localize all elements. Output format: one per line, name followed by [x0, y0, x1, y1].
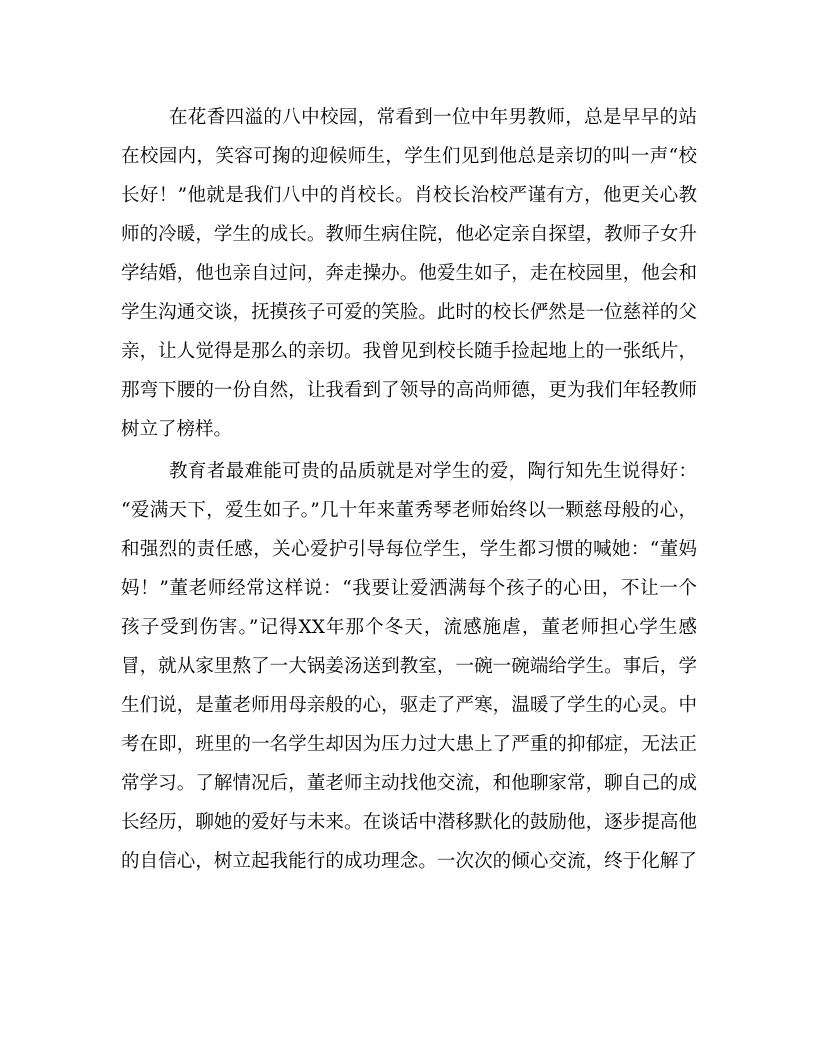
- text-line: 亲，让人觉得是那么的亲切。我曾见到校长随手捡起地上的一张纸片，: [121, 341, 697, 362]
- text-line: 长好！”他就是我们八中的肖校长。肖校长治校严谨有方，他更关心教: [121, 185, 697, 206]
- text-line: 在花香四溢的八中校园，常看到一位中年男教师，总是早早的站: [169, 107, 697, 128]
- text-line: 学生沟通交谈，抚摸孩子可爱的笑脸。此时的校长俨然是一位慈祥的父: [121, 302, 697, 323]
- paragraph-principal: [121, 98, 697, 449]
- text-line: 孩子受到伤害。”记得XX年那个冬天，流感施虐，董老师担心学生感: [121, 617, 697, 638]
- text-line: 常学习。了解情况后，董老师主动找他交流，和他聊家常，聊自己的成: [121, 773, 697, 794]
- text-line: 那弯下腰的一份自然，让我看到了领导的高尚师德，更为我们年轻教师: [121, 380, 697, 401]
- text-line: 学结婚，他也亲自过问，奔走操办。他爱生如子，走在校园里，他会和: [121, 263, 697, 284]
- text-line: 和强烈的责任感，关心爱护引导每位学生，学生都习惯的喊她：“董妈: [121, 539, 697, 560]
- paragraph-teacher-dong: [121, 452, 697, 881]
- text-line: 冒，就从家里熬了一大锅姜汤送到教室，一碗一碗端给学生。事后，学: [121, 656, 697, 677]
- text-line: 考在即，班里的一名学生却因为压力过大患上了严重的抑郁症，无法正: [121, 734, 697, 755]
- text-line: 妈！”董老师经常这样说：“我要让爱洒满每个孩子的心田，不让一个: [121, 578, 697, 599]
- text-line: 长经历，聊她的爱好与未来。在谈话中潜移默化的鼓励他，逐步提高他: [121, 812, 697, 833]
- text-line: 的自信心，树立起我能行的成功理念。一次次的倾心交流，终于化解了: [121, 851, 697, 872]
- text-line: 树立了榜样。: [121, 419, 233, 440]
- text-line: “爱满天下，爱生如子。”几十年来董秀琴老师始终以一颗慈母般的心，: [121, 500, 697, 521]
- text-line: 在校园内，笑容可掬的迎候师生，学生们见到他总是亲切的叫一声“校: [121, 146, 697, 167]
- text-line: 教育者最难能可贵的品质就是对学生的爱，陶行知先生说得好：: [169, 461, 697, 482]
- text-line: 生们说，是董老师用母亲般的心，驱走了严寒，温暖了学生的心灵。中: [121, 695, 697, 716]
- document-page: [121, 98, 697, 881]
- text-line: 师的冷暖，学生的成长。教师生病住院，他必定亲自探望，教师子女升: [121, 224, 697, 245]
